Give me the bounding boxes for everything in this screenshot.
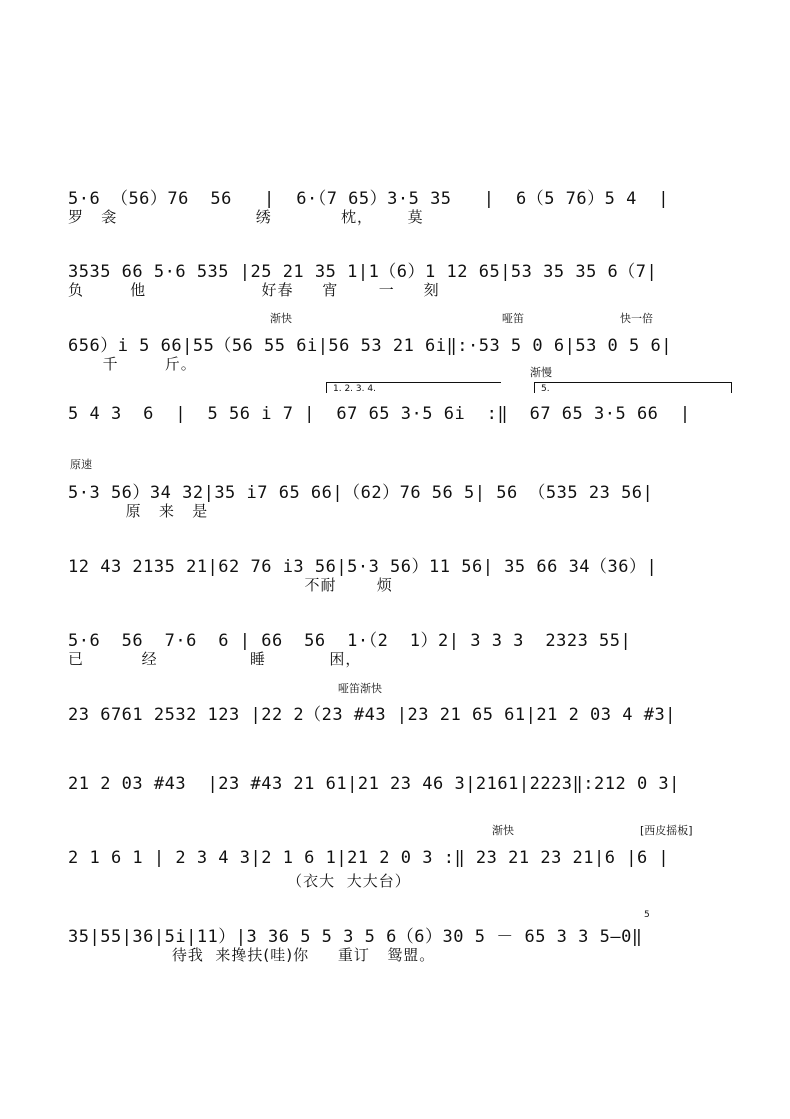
second-ending-bracket: 5. [534,382,732,393]
score-line-10 [68,848,736,918]
notation: 5·3 56）34 32|35 i7 65 66|（62）76 56 5| 56 （535 23 56| [68,483,654,503]
lyrics: 负 他 好春 宵 一 刻 [68,281,440,299]
tempo-mark-original-speed: 原速 [70,458,92,471]
notation: 5 4 3 6 | 5 56 i 7 | 67 65 3·5 6i :‖ 67 65 3·5 66 | [68,404,691,424]
notation: 5·6 （56）76 56 | 6·（7 65）3·5 35 | 6（5 76）5 4 | [68,189,670,209]
score-line-4 [68,404,736,474]
score-line-9 [68,774,736,844]
lyrics: 待我 来搀扶(哇)你 重订 鸳盟。 [68,946,436,964]
score-line-3 [68,331,736,401]
notation: 2 1 6 1 | 2 3 4 3|2 1 6 1|21 2 0 3 :‖ 23 21 23 21|6 |6 | [68,848,670,868]
lyrics: 罗 衾 绣 枕， 莫 [68,208,424,226]
notation: 12 43 2135 21|62 76 i3 56|5·3 56）11 56| 35 66 34（36）| [68,557,658,577]
notation: 35|55|36|5i|11）|3 36 5 5 3 5 6（6）30 5 － 65 3 3 5—0‖ [68,927,643,947]
score-line-6 [68,552,736,622]
tempo-mark-accelerando-2: 渐快 [492,824,514,837]
notation: 5·6 56 7·6 6 | 66 56 1·（2 1）2| 3 3 3 2323 55| [68,631,632,651]
lyrics: 原 来 是 [68,502,209,520]
score-line-5 [68,478,736,548]
notation: 656）i 5 66|55（56 55 6i|56 53 21 6i‖:·53 5 0 6|53 0 5 6| [68,336,672,356]
lyrics: 不耐 烦 [68,576,393,594]
score-line-8 [68,700,736,770]
grace-note-mark: 5 [644,910,650,920]
notation: 23 6761 2532 123 |22 2（23 #43 |23 21 65 61|21 2 03 4 #3| [68,705,676,725]
lyrics: （衣大 大大台） [68,872,411,890]
tempo-mark-mute-flute: 哑笛 [502,312,524,325]
score-line-1 [68,184,736,254]
notation: 21 2 03 #43 |23 #43 21 61|21 23 46 3|2161|2223‖:212 0 3| [68,774,680,794]
tempo-mark-double-speed: 快一倍 [620,312,653,325]
tempo-mark-accelerando-1: 渐快 [270,312,292,325]
tempo-mark-mute-flute-accelerando: 哑笛渐快 [338,682,382,695]
score-line-11 [68,922,736,992]
mode-mark-xipi-yaoban: [西皮摇板] [640,824,693,837]
notation: 3535 66 5·6 535 |25 21 35 1|1（6）1 12 65|53 35 35 6（7| [68,262,658,282]
first-ending-bracket: 1. 2. 3. 4. [326,382,501,393]
tempo-mark-ritardando: 渐慢 [530,366,552,379]
lyrics: 千 斤。 [68,355,197,373]
score-line-2 [68,257,736,327]
lyrics: 已 经 睡 困， [68,650,362,668]
score-line-7 [68,626,736,696]
